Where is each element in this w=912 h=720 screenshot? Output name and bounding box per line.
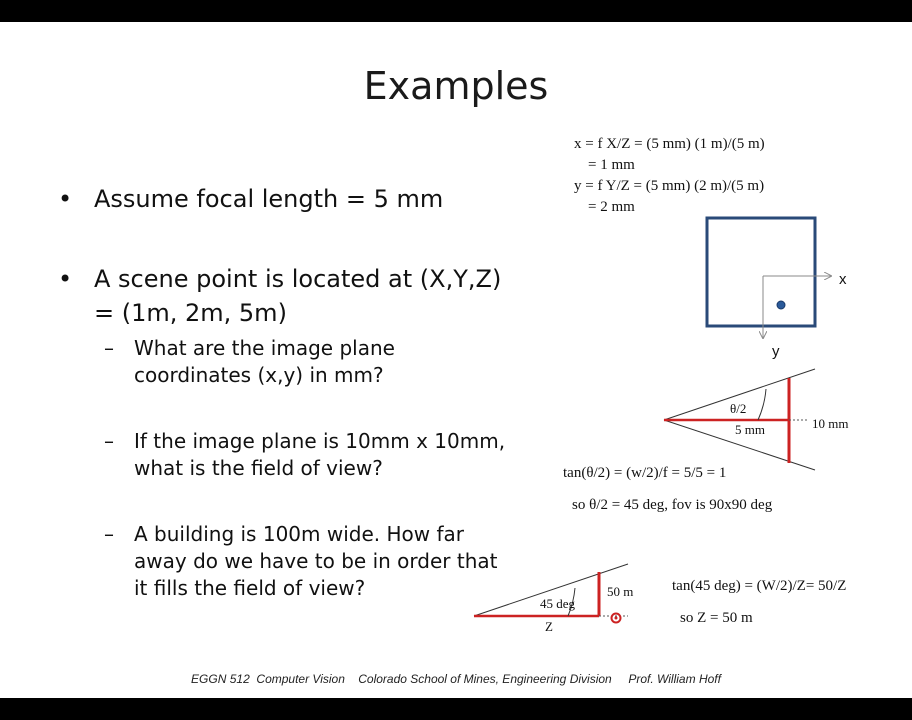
fov-focal-label: 5 mm [735,422,765,437]
sub-bullet-text: If the image plane is 10mm x 10mm, what is the field of view? [134,429,506,480]
sub-bullet-text: What are the image plane coordinates (x,y) in mm? [134,336,395,387]
fov-plane-label: 10 mm [812,416,849,431]
equation-fov: so θ/2 = 45 deg, fov is 90x90 deg [572,497,773,513]
equation-x-line1: x = f X/Z = (5 mm) (1 m)/(5 m) [574,136,765,152]
sub-bullet-dash: – [104,522,114,546]
bullet-text: Assume focal length = 5 mm [94,185,444,213]
bullet-dot: • [58,185,73,213]
image-plane-box [707,218,815,326]
projected-point [777,301,785,309]
x-axis-label: x [839,271,847,288]
equation-tan-theta: tan(θ/2) = (w/2)/f = 5/5 = 1 [563,465,727,481]
fov-angle-arc [758,389,766,420]
equation-y-line1: y = f Y/Z = (5 mm) (2 m)/(5 m) [574,178,765,194]
building-target-center [615,617,618,620]
sub-bullet-dash: – [104,429,114,453]
slide-footer: EGGN 512 Computer Vision Colorado School of Mines, Engineering Division Prof. William Hoff [191,672,721,686]
slide [0,22,912,698]
bullet-text: A scene point is located at (X,Y,Z) = (1m, 2m, 5m) [94,265,502,327]
building-angle-label: 45 deg [540,596,576,611]
building-diagram [474,564,633,634]
equation-y-line2: = 2 mm [588,199,635,215]
equation-x-line2: = 1 mm [588,157,635,173]
equation-tan45: tan(45 deg) = (W/2)/Z= 50/Z [672,578,847,594]
building-height-label: 50 m [607,584,634,599]
image-plane-diagram [707,218,847,360]
diagrams [0,22,912,698]
fov-angle-label: θ/2 [730,401,747,416]
y-axis-label: y [772,343,780,360]
sub-bullet-dash: – [104,336,114,360]
building-distance-label: Z [545,619,553,634]
sub-bullet-text: A building is 100m wide. How far away do we have to be in order that it fills the field of view? [134,522,498,600]
bullet-dot: • [58,265,73,293]
equation-z: so Z = 50 m [680,610,753,626]
slide-title: Examples [363,64,549,108]
fov-diagram [664,369,848,470]
